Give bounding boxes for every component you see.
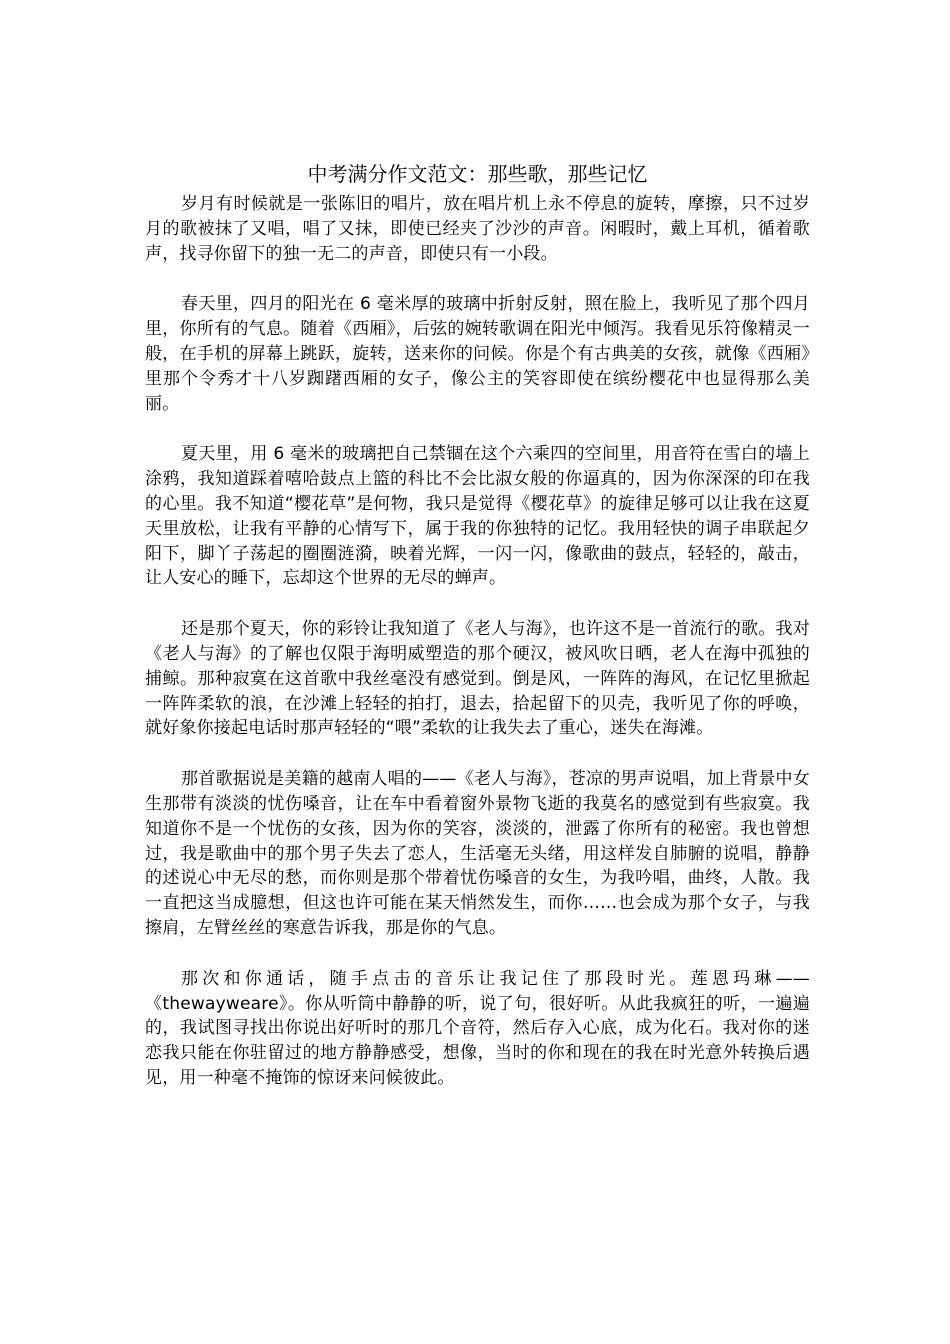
paragraph-2: 春天里，四月的阳光在 6 毫米厚的玻璃中折射反射，照在脸上，我听见了那个四月里，你所有的气息。随着《西厢》，后弦的婉转歌调在阳光中倾泻。我看见乐符像精灵一般，在手机的屏幕上跳跃，旋转，送来你的问候。你是个有古典美的女孩，就像《西厢》里那个令秀才十八岁踟躇西厢的女子，像公主的笑容即使在缤纷樱花中也显得那么美丽。: [145, 294, 810, 414]
paragraph-5: 那首歌据说是美籍的越南人唱的——《老人与海》，苍凉的男声说唱，加上背景中女生那带有淡淡的忧伤嗓音，让在车中看着窗外景物飞逝的我莫名的感觉到有些寂寞。我知道你不是一个忧伤的女孩，因为你的笑容，淡淡的，泄露了你所有的秘密。我也曾想过，我是歌曲中的那个男子失去了恋人，生活毫无头绪，用这样发自肺腑的说唱，静静的述说心中无尽的愁，而你则是那个带着忧伤嗓音的女生，为我吟唱，曲终，人散。我一直把这当成臆想，但这也许可能在某天悄然发生，而你……也会成为那个女子，与我擦肩，左臂丝丝的寒意告诉我，那是你的气息。: [145, 769, 810, 938]
paragraph-1: 岁月有时候就是一张陈旧的唱片，放在唱片机上永不停息的旋转，摩擦，只不过岁月的歌被抹了又唱，唱了又抹，即使已经夹了沙沙的声音。闲暇时，戴上耳机，循着歌声，找寻你留下的独一无二的声音，即使只有一小段。: [145, 194, 810, 264]
document-page: [145, 158, 810, 1117]
paragraph-3: 夏天里，用 6 毫米的玻璃把自己禁锢在这个六乘四的空间里，用音符在雪白的墙上涂鸦，我知道踩着嘻哈鼓点上篮的科比不会比淑女般的你逼真的，因为你深深的印在我的心里。我不知道“樱花草”是何物，我只是觉得《樱花草》的旋律足够可以让我在这夏天里放松，让我有平静的心情写下，属于我的你独特的记忆。我用轻快的调子串联起夕阳下，脚丫子荡起的圈圈涟漪，映着光辉，一闪一闪，像歌曲的鼓点，轻轻的，敲击，让人安心的睡下，忘却这个世界的无尽的蝉声。: [145, 444, 810, 589]
paragraph-6: 那次和你通话，随手点击的音乐让我记住了那段时光。莲恩玛琳——《thewayweare》。你从听筒中静静的听，说了句，很好听。从此我疯狂的听，一遍遍的，我试图寻找出你说出好听时的那几个音符，然后存入心底，成为化石。我对你的迷恋我只能在你驻留过的地方静静感受，想像，当时的你和现在的我在时光意外转换后遇见，用一种毫不掩饰的惊讶来问候彼此。: [145, 968, 810, 1088]
document-title: 中考满分作文范文：那些歌，那些记忆: [307, 162, 648, 186]
paragraph-4: 还是那个夏天，你的彩铃让我知道了《老人与海》，也许这不是一首流行的歌。我对《老人与海》的了解也仅限于海明威塑造的那个硬汉，被风吹日晒，老人在海中孤独的捕鲸。那种寂寞在这首歌中我丝毫没有感觉到。倒是风，一阵阵的海风，在记忆里掀起一阵阵柔软的浪，在沙滩上轻轻的拍打，退去，拾起留下的贝壳，我听见了你的呼唤，就好象你接起电话时那声轻轻的“喂”柔软的让我失去了重心，迷失在海滩。: [145, 619, 810, 739]
